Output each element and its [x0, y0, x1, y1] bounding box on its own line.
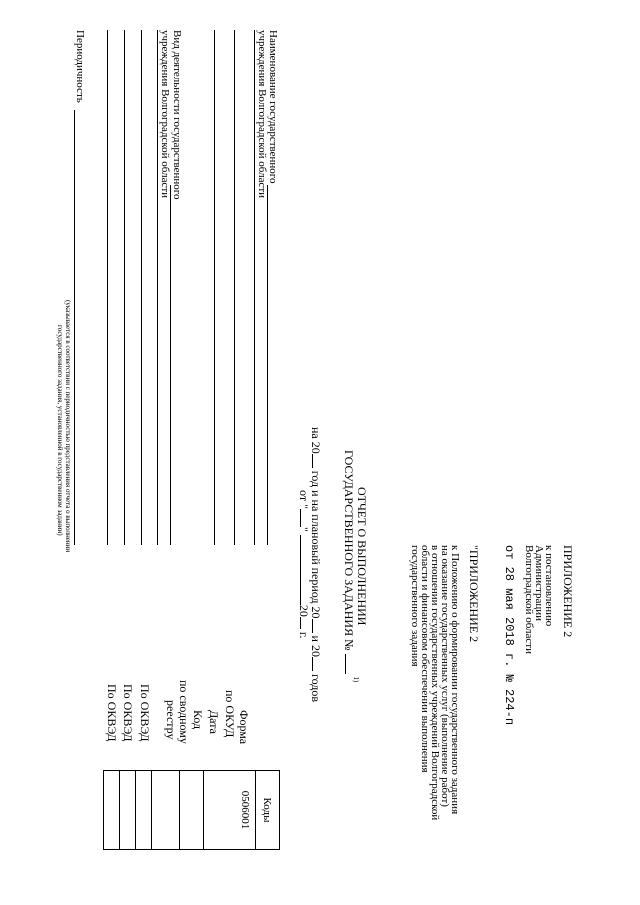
- codes-date-cell[interactable]: [180, 771, 204, 850]
- plan-year2-blank[interactable]: [312, 657, 313, 671]
- okud-value: 0506001: [239, 790, 251, 830]
- report-title: [342, 450, 360, 683]
- regulation-line: на оказание государственных услуг (выполнение работ): [439, 545, 451, 807]
- period-label: и 20: [309, 635, 323, 657]
- activity-line[interactable]: [170, 185, 171, 545]
- periodicity-note: (указывается в соответствии с периодичностью представления отчета о выполнении: [64, 300, 72, 553]
- date-year-blank[interactable]: [300, 617, 301, 629]
- codes-okved-cell[interactable]: [136, 771, 152, 850]
- regulation-line: в отношении государственных учреждений Волгоградской: [429, 545, 441, 821]
- resolution-line: Администрации: [533, 545, 545, 622]
- date-suffix: г.: [297, 631, 311, 639]
- institution-name-line[interactable]: [267, 185, 268, 545]
- okud-label: по ОКУД: [223, 690, 237, 738]
- footnote-mark: 1): [352, 676, 360, 683]
- date-label: Дата: [207, 710, 221, 734]
- input-line[interactable]: [157, 30, 158, 545]
- period-label: годов: [309, 673, 323, 703]
- input-line[interactable]: [214, 30, 215, 545]
- appendix-title: ПРИЛОЖЕНИЕ 2: [561, 545, 575, 638]
- report-period: [309, 427, 322, 702]
- report-title-number: ГОСУДАРСТВЕННОГО ЗАДАНИЯ №: [342, 450, 356, 651]
- form-label: Форма: [237, 710, 251, 745]
- input-line[interactable]: [141, 30, 142, 545]
- year-blank[interactable]: [312, 454, 313, 468]
- codes-okud-cell[interactable]: [204, 771, 256, 850]
- period-label: год и на плановый период 20: [309, 470, 323, 619]
- regulation-line: области и финансовом обеспечении выполнения: [419, 545, 431, 773]
- input-line[interactable]: [124, 30, 125, 545]
- codes-header: Коды: [256, 771, 280, 850]
- regulation-title: "ПРИЛОЖЕНИЕ 2: [467, 545, 481, 643]
- resolution-date: от 28 мая 2018 г. № 224-п: [502, 545, 516, 726]
- report-date: от "" 20 г.: [297, 490, 311, 639]
- okved-label: По ОКВЭД: [138, 684, 152, 742]
- date-label: от ": [297, 490, 311, 509]
- activity-label: Вид деятельности государственного: [171, 30, 183, 200]
- institution-name-label: учреждения Волгоградской области: [256, 30, 268, 199]
- resolution-line: Волгоградской области: [523, 545, 535, 654]
- codes-okved-cell[interactable]: [120, 771, 136, 850]
- registry-label: реестру: [164, 700, 178, 740]
- period-label: на 20: [309, 427, 323, 454]
- okved-label: По ОКВЭД: [105, 684, 119, 742]
- codes-table: [103, 770, 280, 850]
- periodicity-line[interactable]: [74, 110, 75, 545]
- year-prefix: 20: [297, 604, 311, 617]
- resolution-line: к постановлению: [543, 545, 555, 627]
- report-number-blank[interactable]: [345, 654, 346, 674]
- registry-label: по сводному: [177, 680, 191, 744]
- day-blank[interactable]: [300, 509, 301, 527]
- codes-okved-cell[interactable]: [104, 771, 120, 850]
- month-blank[interactable]: [300, 535, 301, 605]
- institution-name-label: Наименование государственного: [267, 30, 279, 184]
- okved-label: По ОКВЭД: [121, 684, 135, 742]
- code-label: Код: [191, 710, 205, 730]
- input-line[interactable]: [254, 30, 255, 545]
- codes-registry-cell[interactable]: [152, 771, 180, 850]
- input-line[interactable]: [234, 30, 235, 545]
- periodicity-label: Периодичность: [74, 30, 86, 103]
- input-line[interactable]: [107, 30, 108, 545]
- regulation-line: к Положению о формировании государственного задания: [449, 545, 461, 815]
- plan-year-blank[interactable]: [312, 619, 313, 633]
- periodicity-note: государственного задания, установленной в государственном задании): [56, 325, 64, 536]
- activity-label: учреждения Волгоградской области: [159, 30, 171, 199]
- regulation-line: государственного задания: [409, 545, 421, 667]
- report-title: ОТЧЕТ О ВЫПОЛНЕНИИ: [355, 487, 369, 626]
